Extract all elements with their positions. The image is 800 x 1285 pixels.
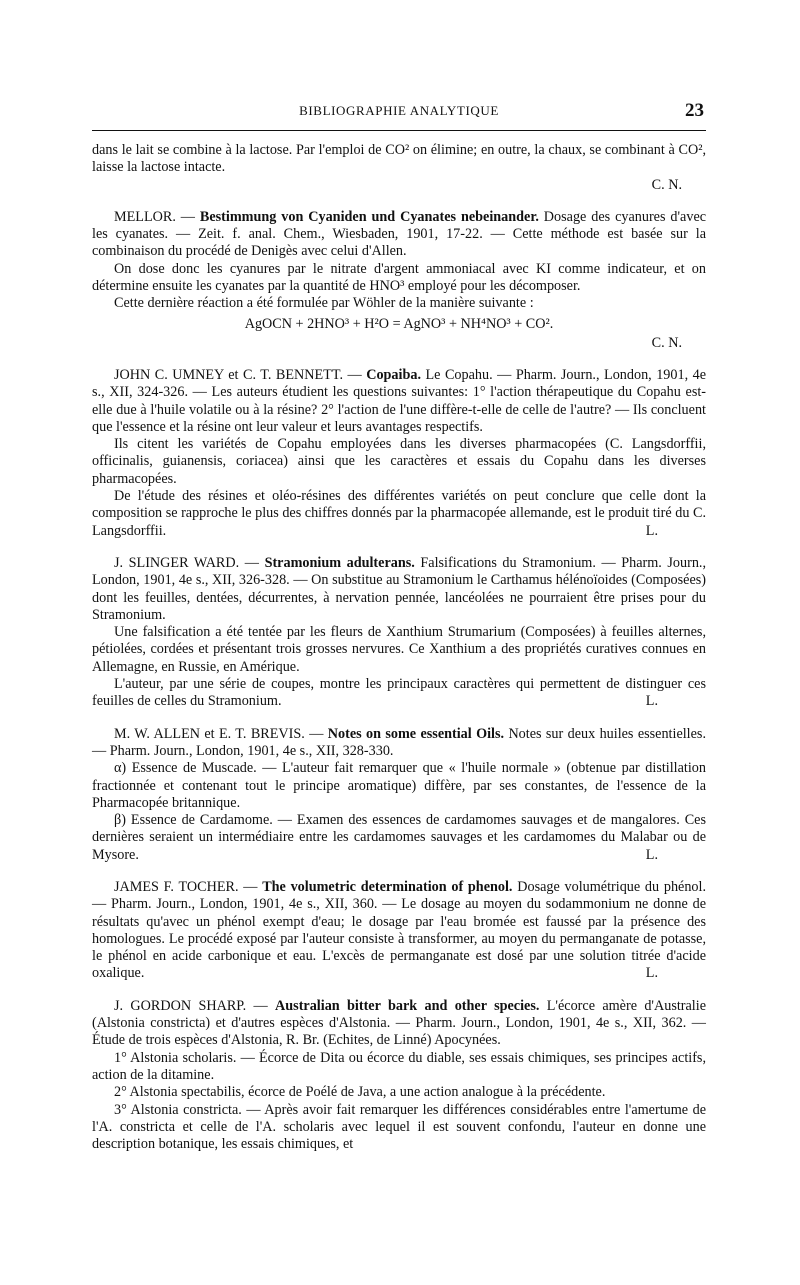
entry-umney (92, 367, 706, 540)
entry-author: MELLOR. (114, 208, 176, 225)
entry-paragraph: β) Essence de Cardamome. — Examen des essences de cardamomes sauvages et de mangalores. Ces dernières seraient un intermédiaire entre les cardamomes sauvages et les cardamomes du Malabar ou de Mysore. L. (92, 812, 706, 863)
entry-ward (92, 555, 706, 711)
entry-mellor (92, 209, 706, 352)
signature: L. (645, 846, 658, 863)
entry-paragraph: 2° Alstonia spectabilis, écorce de Poélé de Java, a une action analogue à la précédente. (114, 1084, 606, 1101)
entry-paragraph: L'auteur, par une série de coupes, montre les principaux caractères qui permettent de distinguer ces feuilles de celles du Stramonium. L. (92, 676, 706, 710)
entry-author: M. W. ALLEN et E. T. BREVIS. (114, 725, 305, 742)
signature: L. (645, 693, 658, 710)
entry-title: The volumetric determination of phenol. (262, 878, 513, 895)
header-title: BIBLIOGRAPHIE ANALYTIQUE (299, 103, 499, 118)
entry-title: Bestimmung von Cyaniden und Cyanates nebeinander. (199, 208, 539, 225)
entry-paragraph: α) Essence de Muscade. — L'auteur fait remarquer que « l'huile normale » (obtenue par distillation fractionnée et contenant tout le principe aromatique) diffère, par ses constantes, de l'essence de la Pharmacopée britannique. (92, 760, 706, 811)
entry-paragraph: Une falsification a été tentée par les fleurs de Xanthium Strumarium (Composées) à feuilles alternes, pétiolées, cordées et présentant trois grosses nervures. Ce Xanthium a des propriétés curatives connues en Allemagne, en Russie, en Amérique. (92, 624, 706, 675)
entry-paragraph: JOHN C. UMNEY et C. T. BENNETT. — Copaiba. Le Copahu. — Pharm. Journ., London, 1901, 4e s., XII, 324-326. — Les auteurs étudient les questions suivantes: 1° l'action thérapeutique du Copahu est-elle due à l'huile volatile ou à la résine? 2° l'action de l'une diffère-t-elle de celle de l'autre? — Ils concluent que l'essence et la résine ont leur valeur et leurs avantages respectifs. (92, 366, 707, 435)
entry-paragraph: Cette dernière réaction a été formulée par Wöhler de la manière suivante : (114, 295, 534, 312)
entry-carryover (92, 142, 706, 194)
entry-reference: Dosage des cyanures d'avec les cyanates. — Zeit. f. anal. Chem., Wiesbaden, 1901, 17-22. — Cette méthode est basée sur la combinaison du procédé de Denigès avec celui d'Allen. (92, 208, 707, 260)
signature: C. N. (651, 334, 682, 351)
entry-author: JOHN C. UMNEY et C. T. BENNETT. (114, 366, 344, 383)
entry-paragraph: On dose donc les cyanures par le nitrate d'argent ammoniacal avec KI comme indicateur, et on détermine ensuite les cyanates par la quantité de HNO³ employé pour les décomposer. (92, 260, 706, 295)
entry-author: J. SLINGER WARD. (114, 554, 240, 571)
signature: C. N. (651, 176, 682, 193)
carryover-text: dans le lait se combine à la lactose. Par l'emploi de CO² on élimine; en outre, la chaux, se combinant à CO², laisse la lactose intacte. (92, 142, 706, 176)
page-number: 23 (685, 100, 704, 121)
entry-paragraph: 1° Alstonia scholaris. — Écorce de Dita ou écorce du diable, ses essais chimiques, ses principes actifs, action de la ditamine. (92, 1049, 706, 1083)
entry-sharp (92, 998, 706, 1154)
header-rule (92, 130, 706, 131)
entry-paragraph: M. W. ALLEN et E. T. BREVIS. — Notes on some essential Oils. Notes sur deux huiles essentielles. — Pharm. Journ., London, 1901, 4e s., XII, 328-330. (92, 725, 706, 759)
entry-paragraph: De l'étude des résines et oléo-résines des différentes variétés on peut conclure que celle dont la composition se rapproche le plus des chiffres donnés par la pharmacopée allemande, est le produit tiré du C. Langsdorffii. L. (92, 488, 706, 539)
entry-tocher (92, 879, 706, 983)
entry-allen (92, 726, 706, 864)
entry-paragraph: J. SLINGER WARD. — Stramonium adulterans. Falsifications du Stramonium. — Pharm. Journ., London, 1901, 4e s., XII, 326-328. — On substitue au Stramonium le Carthamus hélénoïoides (Composées) dont les feuilles, dentées, décurrentes, à nervation pennée, lancéolées ne pourraient être prises pour du Stramonium. (92, 554, 707, 623)
entry-title: Stramonium adulterans. (264, 554, 415, 571)
entry-author: J. GORDON SHARP. (114, 997, 247, 1014)
document-page (92, 100, 706, 1168)
entry-paragraph: MELLOR. — Bestimmung von Cyaniden und Cyanates nebeinander. Dosage des cyanures d'avec les cyanates. — Zeit. f. anal. Chem., Wiesbaden, 1901, 17-22. — Cette méthode est basée sur la combinaison du procédé de Denigès avec celui d'Allen. (92, 208, 707, 260)
entry-title: Copaiba. (366, 366, 421, 383)
entry-author: JAMES F. TOCHER. (114, 878, 239, 895)
chemical-formula: AgOCN + 2HNO³ + H²O = AgNO³ + NH⁴NO³ + CO². (244, 315, 554, 332)
entry-paragraph: J. GORDON SHARP. — Australian bitter bark and other species. L'écorce amère d'Australie (Alstonia constricta) et d'autres espèces d'Alstonia. — Pharm. Journ., London, 1901, 4e s., XII, 362. — Étude de trois espèces d'Alstonia, R. Br. (Echites, de Linné) Apocynées. (92, 997, 706, 1049)
entry-title: Australian bitter bark and other species. (275, 997, 540, 1014)
entry-paragraph: Ils citent les variétés de Copahu employées dans les diverses pharmacopées (C. Langsdorffii, officinalis, guianensis, coriacea) ainsi que les caractères et essais du Copahu dans les diverses pharmacopées. (92, 436, 706, 487)
running-header (92, 100, 706, 126)
signature: L. (645, 522, 658, 539)
entry-title: Notes on some essential Oils. (327, 725, 505, 742)
signature: L. (645, 965, 658, 982)
entry-paragraph: 3° Alstonia constricta. — Après avoir fait remarquer les différences considérables entre l'amertume de l'A. constricta et celle de l'A. scholaris avec lequel il est souvent confondu, l'auteur en donne une description botanique, les essais chimiques, et (92, 1101, 706, 1153)
entry-paragraph: JAMES F. TOCHER. — The volumetric determination of phenol. Dosage volumétrique du phénol. — Pharm. Journ., London, 1901, 4e s., XII, 360. — Le dosage au moyen du sodammonium ne donne de résultats qu'avec un phénol exempt d'eau; le dosage par l'eau bromée est faussé par la présence des homologues. Le procédé exposé par l'auteur consiste à transformer, au moyen du permanganate de potasse, le phénol en acide carbonique et eau. L'excès de permanganate est dosé par une solution titrée d'acide oxalique. L. (92, 878, 707, 982)
